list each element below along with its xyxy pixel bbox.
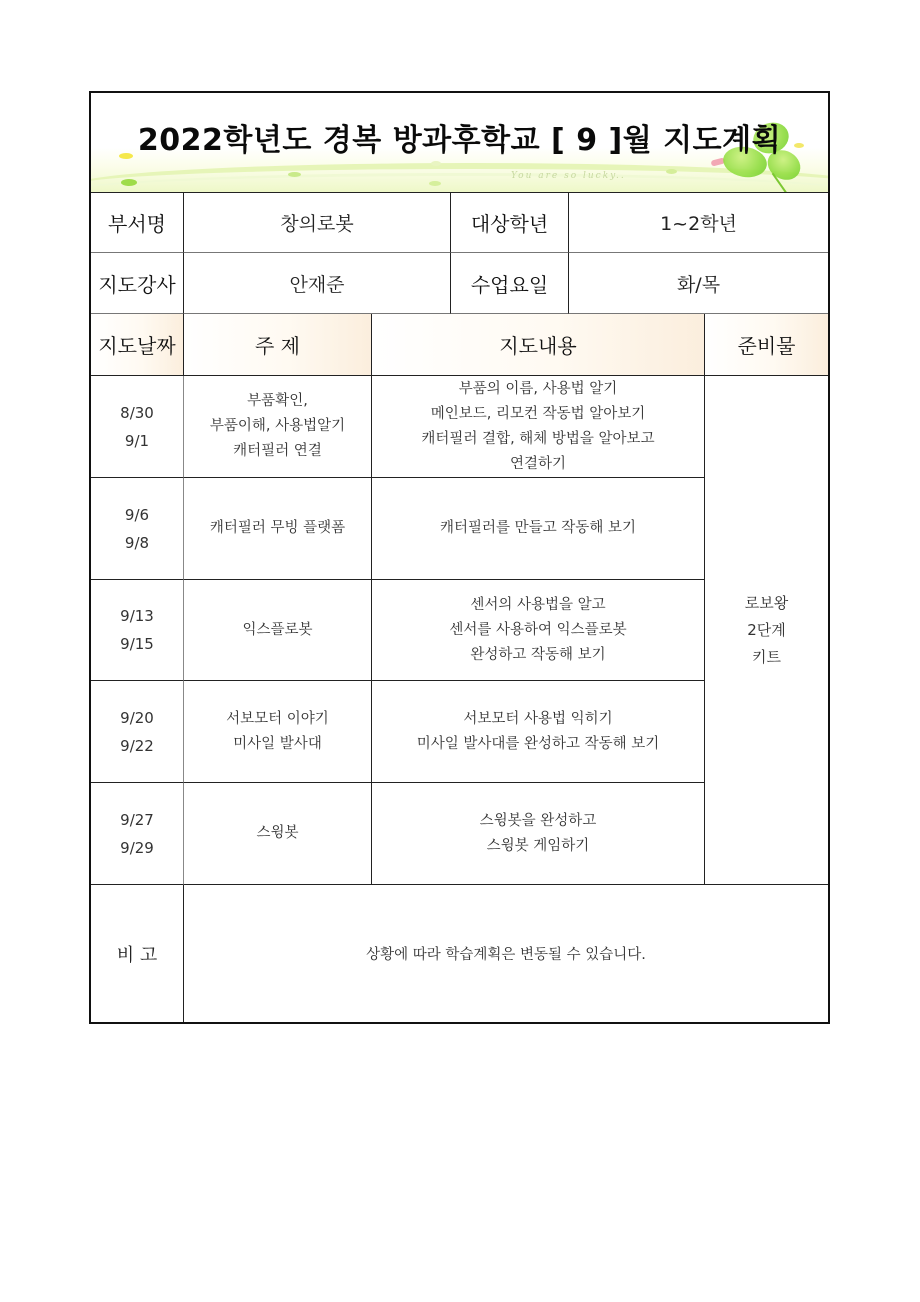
table-row-date [91,478,184,580]
dot-decoration [121,179,137,186]
date-value: 8/30 [120,403,154,422]
header-date: 지도날짜 [91,314,184,376]
title-banner [91,93,828,193]
banner-lucky-text: You are so lucky.. [511,171,626,181]
topic-line: 부품확인, [247,393,308,409]
date-value: 9/13 [120,607,154,625]
table-row-content [372,681,705,783]
topic-line: 부품이해, 사용법알기 [209,418,346,434]
table-row-topic [184,478,372,580]
date-value: 9/22 [120,736,154,755]
content-line: 센서를 사용하여 익스플로봇 [449,621,627,638]
header-topic: 주 제 [184,314,372,376]
table-row-date [91,783,184,885]
content-line: 스윙봇 게임하기 [486,837,590,854]
monthly-plan-sheet [89,91,830,1024]
table-row-content [372,478,705,580]
header-content: 지도내용 [372,314,705,376]
content-line: 스윙봇을 완성하고 [479,812,597,829]
table-row-topic [184,783,372,885]
header-materials: 준비물 [705,314,828,376]
target-grade-value: 1~2학년 [569,193,828,253]
content-line: 완성하고 작동해 보기 [470,646,606,663]
department-label: 부서명 [91,193,184,253]
target-grade-label: 대상학년 [451,193,569,253]
topic-line: 서보모터 이야기 [226,710,329,727]
content-line: 캐터필러 결합, 해체 방법을 알아보고 [421,430,655,447]
instructor-label: 지도강사 [91,253,184,314]
remarks-text: 상황에 따라 학습계획은 변동될 수 있습니다. [366,947,646,963]
topic-line: 익스플로봇 [242,621,313,638]
instructor-value: 안재준 [184,253,451,314]
content-line: 메인보드, 리모컨 작동법 알아보기 [430,405,646,422]
materials-line: 2단계 [747,620,786,639]
content-line: 센서의 사용법을 알고 [470,596,606,613]
table-row-date [91,376,184,478]
table-row-date [91,681,184,783]
table-row-content [372,783,705,885]
topic-line: 캐터필러 연결 [233,443,322,459]
materials-line: 키트 [752,647,781,666]
date-value: 9/27 [120,810,154,829]
table-row-topic [184,376,372,478]
date-value: 9/29 [120,838,154,857]
class-day-label: 수업요일 [451,253,569,314]
date-value: 9/1 [124,431,150,450]
page-title: 2022학년도 경복 방과후학교 [ 9 ]월 지도계획 [137,123,782,158]
remarks-label: 비 고 [91,885,184,1022]
dot-decoration [429,181,441,186]
table-row-topic [184,681,372,783]
topic-line: 미사일 발사대 [233,735,322,752]
materials-line: 로보왕 [744,593,789,612]
table-row-content [372,376,705,478]
materials-cell [705,376,828,885]
content-line: 캐터필러를 만들고 작동해 보기 [440,520,636,536]
department-value: 창의로봇 [184,193,451,253]
topic-line: 캐터필러 무빙 플랫폼 [209,520,346,536]
table-row-topic [184,580,372,681]
content-line: 서보모터 사용법 익히기 [463,710,613,727]
date-value: 9/15 [120,635,154,653]
content-line: 부품의 이름, 사용법 알기 [458,380,618,397]
content-line: 연결하기 [509,455,567,472]
topic-line: 스윙봇 [256,825,299,841]
date-value: 9/20 [120,708,154,727]
table-row-date [91,580,184,681]
content-line: 미사일 발사대를 완성하고 작동해 보기 [416,735,660,752]
table-row-content [372,580,705,681]
dot-decoration [666,169,677,174]
date-value: 9/8 [124,533,150,552]
date-value: 9/6 [124,505,150,524]
class-day-value: 화/목 [569,253,828,314]
dot-decoration [288,172,301,177]
dot-decoration [431,161,441,166]
